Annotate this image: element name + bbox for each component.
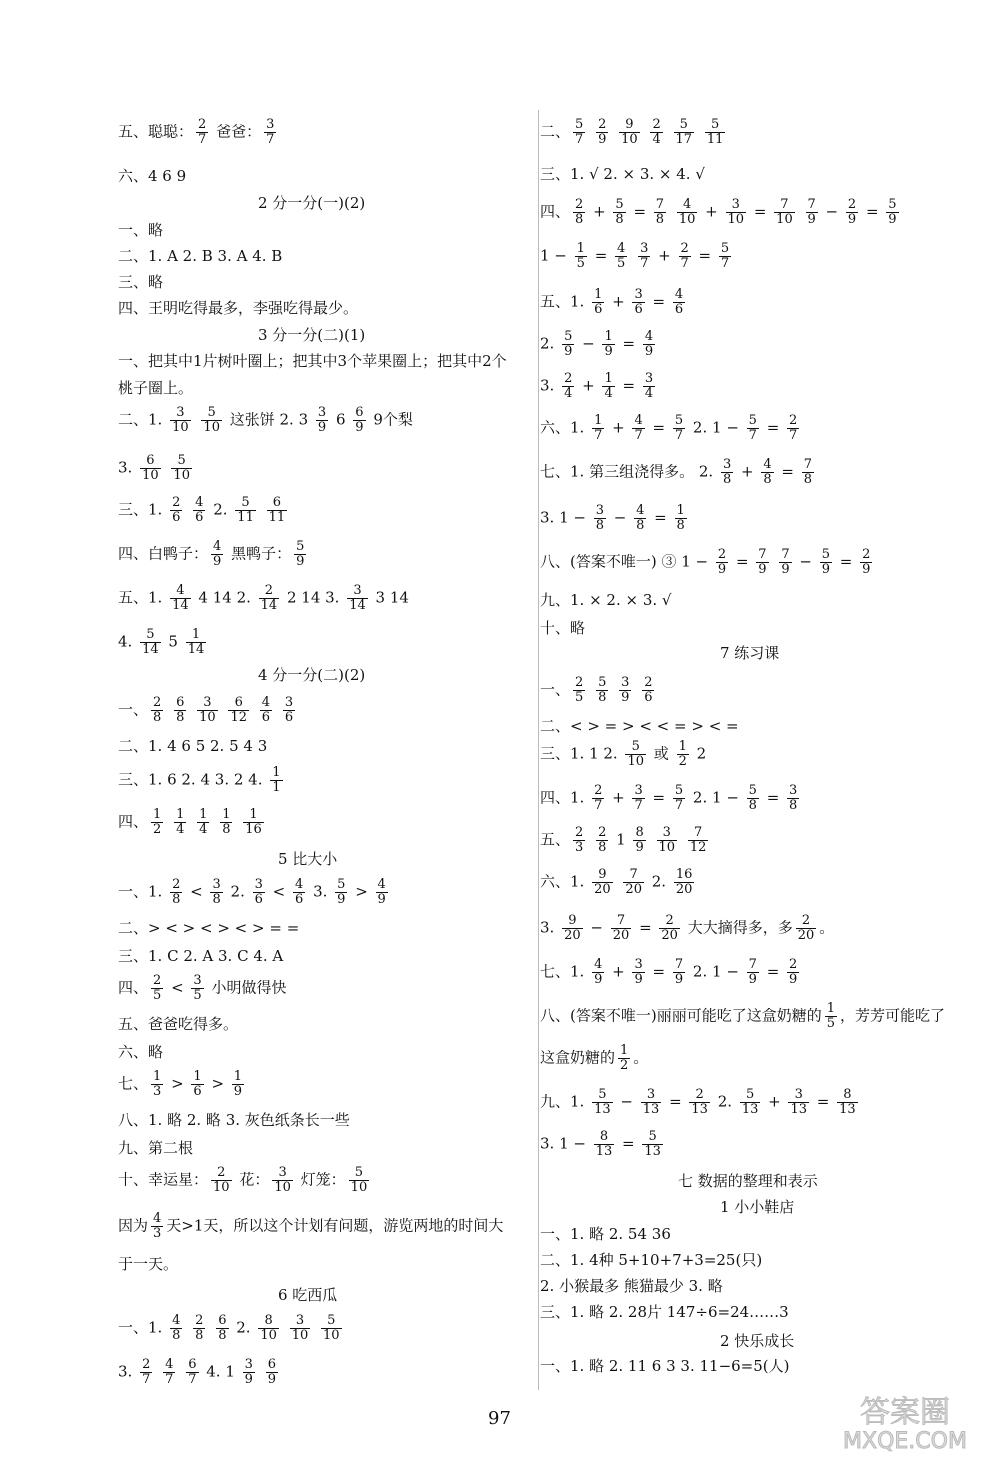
fraction: $\frac{8}{9}$ [635, 825, 644, 855]
fraction: $\frac{4}{8}$ [172, 1313, 181, 1343]
watermark-logo [825, 1392, 985, 1452]
fraction: $\frac{3}{14}$ [349, 583, 366, 613]
fraction: $\frac{5}{17}$ [675, 117, 693, 147]
fraction: $\frac{7}{9}$ [807, 197, 816, 227]
section-title: 6 吃西瓜 [278, 1286, 338, 1304]
answer-line: 三、1. 6 2. 4 3. 2 4. $\frac{1}{1}$ [118, 765, 281, 795]
section-title: 1 小小鞋店 [720, 1198, 795, 1216]
fraction: $\frac{4}{6}$ [295, 877, 304, 907]
fraction: $\frac{2}{4}$ [564, 371, 573, 401]
fraction: $\frac{3}{8}$ [722, 457, 732, 487]
fraction: $\frac{4}{5}$ [617, 241, 626, 271]
fraction: $\frac{2}{7}$ [789, 413, 798, 443]
answer-line: 一、 $\frac{2}{5}$ $\frac{5}{8}$ $\frac{3}{9}$ $\frac{2}{6}$ [540, 675, 653, 705]
page-number: 97 [488, 1408, 511, 1429]
answer-line: 二、1. A 2. B 3. A 4. B [118, 247, 283, 265]
answer-line: 九、1. $\frac{5}{13}$ − $\frac{3}{13}$ = $\frac{2}{13}$ 2. $\frac{5}{13}$ + $\frac{3}{13}$ = $\frac{8}{13}$ [540, 1087, 856, 1117]
fraction: $\frac{3}{5}$ [193, 973, 202, 1003]
fraction: $\frac{4}{9}$ [644, 329, 654, 359]
fraction: $\frac{4}{6}$ [195, 495, 204, 525]
answer-line: 六、1. $\frac{9}{20}$ $\frac{7}{20}$ 2. $\frac{16}{20}$ [540, 867, 693, 897]
fraction: $\frac{5}{10}$ [203, 405, 220, 435]
answer-line: 六、1. $\frac{1}{7}$ + $\frac{4}{7}$ = $\frac{5}{7}$ 2. 1 − $\frac{5}{7}$ = $\frac{2}{7}$ [540, 413, 798, 443]
answer-line: 四、 $\frac{2}{5}$ < $\frac{3}{5}$ 小明做得快 [118, 973, 287, 1003]
answer-line: 二、1. 4 6 5 2. 5 4 3 [118, 737, 268, 755]
answer-line: 桃子圈上。 [118, 379, 194, 397]
fraction: $\frac{4}{9}$ [377, 877, 386, 907]
fraction: $\frac{2}{3}$ [575, 825, 584, 855]
section-title: 2 分一分(一)(2) [258, 194, 366, 212]
fraction: $\frac{2}{4}$ [652, 117, 661, 147]
fraction: $\frac{3}{9}$ [244, 1357, 253, 1387]
fraction: $\frac{3}{10}$ [274, 1165, 291, 1195]
fraction: $\frac{1}{8}$ [222, 807, 231, 837]
answer-line: 二、 $\frac{5}{7}$ $\frac{2}{9}$ $\frac{9}{10}$ $\frac{2}{4}$ $\frac{5}{17}$ $\frac{5}{11}$ [540, 117, 724, 147]
fraction: $\frac{2}{13}$ [691, 1087, 708, 1117]
fraction: $\frac{1}{1}$ [272, 765, 281, 795]
watermark-bottom: MXQE.COM [843, 1429, 967, 1452]
answer-line: 三、1. C 2. A 3. C 4. A [118, 947, 284, 965]
fraction: $\frac{3}{4}$ [644, 371, 654, 401]
answer-line: 三、1. $\frac{2}{6}$ $\frac{4}{6}$ 2. $\frac{5}{11}$ $\frac{6}{11}$ [118, 495, 286, 525]
fraction: $\frac{2}{8}$ [575, 197, 584, 227]
fraction: $\frac{4}{10}$ [678, 197, 696, 227]
fraction: $\frac{1}{9}$ [233, 1069, 243, 1099]
fraction: $\frac{9}{20}$ [564, 913, 581, 943]
fraction: $\frac{3}{9}$ [621, 675, 630, 705]
fraction: $\frac{2}{9}$ [862, 547, 871, 577]
answer-line: 一、1. $\frac{2}{8}$ < $\frac{3}{8}$ 2. $\frac{3}{6}$ < $\frac{4}{6}$ 3. $\frac{5}{9}$ > $\frac{4}{9}$ [118, 877, 386, 907]
fraction: $\frac{3}{10}$ [172, 405, 189, 435]
fraction: $\frac{2}{7}$ [198, 117, 207, 147]
answer-line: 3. $\frac{6}{10}$ $\frac{5}{10}$ [118, 453, 190, 483]
fraction: $\frac{5}{14}$ [142, 627, 159, 657]
answer-line: 一、略 [118, 221, 164, 239]
fraction: $\frac{6}{8}$ [218, 1313, 227, 1343]
fraction: $\frac{2}{7}$ [142, 1357, 151, 1387]
fraction: $\frac{1}{7}$ [594, 413, 603, 443]
answer-line: 4. $\frac{5}{14}$ 5 $\frac{1}{14}$ [118, 627, 205, 657]
fraction: $\frac{2}{6}$ [644, 675, 653, 705]
fraction: $\frac{3}{6}$ [254, 877, 263, 907]
fraction: $\frac{5}{10}$ [627, 739, 645, 769]
answer-line: 六、略 [118, 1043, 164, 1061]
fraction: $\frac{4}{3}$ [153, 1211, 162, 1241]
answer-line: 五、爸爸吃得多。 [118, 1015, 239, 1033]
fraction: $\frac{5}{9}$ [564, 329, 573, 359]
answer-line: 二、< > = > < < = > < = [540, 717, 739, 735]
fraction: $\frac{5}{10}$ [173, 453, 190, 483]
fraction: $\frac{5}{13}$ [644, 1129, 661, 1159]
answer-line: 3. 1 − $\frac{3}{8}$ − $\frac{4}{8}$ = $\frac{1}{8}$ [540, 503, 685, 533]
answer-line: 一、1. 略 2. 54 36 [540, 1225, 671, 1243]
fraction: $\frac{4}{9}$ [213, 539, 222, 569]
fraction: $\frac{5}{9}$ [821, 547, 831, 577]
fraction: $\frac{7}{8}$ [803, 457, 812, 487]
section-title: 七 数据的整理和表示 [678, 1172, 818, 1190]
answer-line: 七、 $\frac{1}{3}$ > $\frac{1}{6}$ > $\frac{1}{9}$ [118, 1069, 243, 1099]
fraction: $\frac{1}{4}$ [604, 371, 613, 401]
answer-line: 十、略 [540, 619, 586, 637]
fraction: $\frac{1}{9}$ [604, 329, 613, 359]
answer-line: 八、(答案不唯一)丽丽可能吃了这盒奶糖的 $\frac{1}{5}$ ，芳芳可能吃了 [540, 1001, 946, 1031]
answer-line: 二、1. 4种 5+10+7+3=25(只) [540, 1251, 763, 1269]
answer-line: 四、王明吃得最多，李强吃得最少。 [118, 299, 359, 317]
fraction: $\frac{7}{9}$ [674, 957, 684, 987]
fraction: $\frac{2}{10}$ [213, 1165, 230, 1195]
fraction: $\frac{4}{7}$ [634, 413, 643, 443]
fraction: $\frac{6}{12}$ [230, 695, 248, 725]
fraction: $\frac{3}{10}$ [199, 695, 216, 725]
fraction: $\frac{5}{9}$ [337, 877, 346, 907]
fraction: $\frac{2}{5}$ [153, 973, 162, 1003]
fraction: $\frac{6}{9}$ [267, 1357, 277, 1387]
fraction: $\frac{4}{6}$ [261, 695, 271, 725]
fraction: $\frac{1}{4}$ [199, 807, 208, 837]
answer-line: 一、 $\frac{2}{8}$ $\frac{6}{8}$ $\frac{3}{10}$ $\frac{6}{12}$ $\frac{4}{6}$ $\frac{3}{6}$ [118, 695, 294, 725]
answer-line: 三、略 [118, 273, 164, 291]
fraction: $\frac{9}{20}$ [594, 867, 611, 897]
answer-line: 2. 小猴最多 熊猫最少 3. 略 [540, 1277, 723, 1295]
answer-line: 3. $\frac{2}{7}$ $\frac{4}{7}$ $\frac{6}{7}$ 4. 1 $\frac{3}{9}$ $\frac{6}{9}$ [118, 1357, 277, 1387]
watermark-top: 答案圈 [860, 1395, 950, 1430]
fraction: $\frac{3}{10}$ [291, 1313, 309, 1343]
fraction: $\frac{1}{6}$ [594, 287, 603, 317]
fraction: $\frac{8}{10}$ [260, 1313, 277, 1343]
fraction: $\frac{3}{13}$ [790, 1087, 808, 1117]
fraction: $\frac{2}{20}$ [661, 913, 678, 943]
fraction: $\frac{3}{8}$ [789, 783, 798, 813]
fraction: $\frac{5}{8}$ [615, 197, 624, 227]
fraction: $\frac{6}{8}$ [176, 695, 185, 725]
fraction: $\frac{1}{3}$ [153, 1069, 162, 1099]
answer-line: 三、1. 1 2. $\frac{5}{10}$ 或 $\frac{1}{2}$ 2 [540, 739, 707, 769]
fraction: $\frac{3}{9}$ [317, 405, 327, 435]
fraction: $\frac{7}{9}$ [758, 547, 767, 577]
fraction: $\frac{5}{8}$ [748, 783, 757, 813]
fraction: $\frac{2}{8}$ [153, 695, 162, 725]
answer-line: 四、 $\frac{1}{2}$ $\frac{1}{4}$ $\frac{1}{4}$ $\frac{1}{8}$ $\frac{1}{16}$ [118, 807, 262, 837]
fraction: $\frac{1}{16}$ [245, 807, 262, 837]
answer-line: 因为 $\frac{4}{3}$ 天>1天，所以这个计划有问题，游览两地的时间大 [118, 1211, 504, 1241]
answer-line: 五、聪聪： $\frac{2}{7}$ 爸爸： $\frac{3}{7}$ [118, 117, 275, 147]
column-divider [538, 110, 539, 1390]
fraction: $\frac{7}{12}$ [689, 825, 707, 855]
section-title: 2 快乐成长 [720, 1332, 795, 1350]
fraction: $\frac{4}{8}$ [763, 457, 772, 487]
answer-line: 八、(答案不唯一) ③ 1 − $\frac{2}{9}$ = $\frac{7}{9}$ $\frac{7}{9}$ − $\frac{5}{9}$ = $\frac{2}{9}$ [540, 547, 871, 577]
answer-line: 3. $\frac{2}{4}$ + $\frac{1}{4}$ = $\frac{3}{4}$ [540, 371, 654, 401]
fraction: $\frac{1}{6}$ [193, 1069, 202, 1099]
section-title: 7 练习课 [720, 644, 780, 662]
answer-line: 九、第二根 [118, 1139, 194, 1157]
fraction: $\frac{3}{13}$ [642, 1087, 660, 1117]
fraction: $\frac{6}{10}$ [142, 453, 159, 483]
fraction: $\frac{1}{2}$ [153, 807, 162, 837]
answer-line: 3. 1 − $\frac{8}{13}$ = $\frac{5}{13}$ [540, 1129, 661, 1159]
answer-line: 3. $\frac{9}{20}$ − $\frac{7}{20}$ = $\frac{2}{20}$ 大大摘得多，多 $\frac{2}{20}$ 。 [540, 913, 835, 943]
fraction: $\frac{4}{8}$ [636, 503, 645, 533]
fraction: $\frac{1}{14}$ [187, 627, 205, 657]
answer-line: 十、幸运星： $\frac{2}{10}$ 花： $\frac{3}{10}$ 灯笼： $\frac{5}{10}$ [118, 1165, 368, 1195]
section-title: 4 分一分(二)(2) [258, 666, 366, 684]
answer-line: 四、1. $\frac{2}{7}$ + $\frac{3}{7}$ = $\frac{5}{7}$ 2. 1 − $\frac{5}{8}$ = $\frac{3}{8}$ [540, 783, 798, 813]
fraction: $\frac{2}{9}$ [717, 547, 727, 577]
fraction: $\frac{3}{7}$ [634, 783, 643, 813]
fraction: $\frac{3}{6}$ [634, 287, 643, 317]
fraction: $\frac{5}{7}$ [575, 117, 584, 147]
fraction: $\frac{16}{20}$ [675, 867, 693, 897]
fraction: $\frac{4}{9}$ [594, 957, 603, 987]
fraction: $\frac{3}{9}$ [634, 957, 643, 987]
answer-line: 二、1. $\frac{3}{10}$ $\frac{5}{10}$ 这张饼 2. 3 $\frac{3}{9}$ 6 $\frac{6}{9}$ 9个梨 [118, 405, 413, 435]
fraction: $\frac{1}{2}$ [620, 1043, 629, 1073]
fraction: $\frac{7}{8}$ [655, 197, 665, 227]
answer-line: 二、> < > < > < > = = [118, 919, 300, 937]
fraction: $\frac{3}{10}$ [727, 197, 745, 227]
fraction: $\frac{2}{7}$ [680, 241, 689, 271]
fraction: $\frac{2}{9}$ [847, 197, 857, 227]
answer-line: 七、1. $\frac{4}{9}$ + $\frac{3}{9}$ = $\frac{7}{9}$ 2. 1 − $\frac{7}{9}$ = $\frac{2}{9}$ [540, 957, 798, 987]
fraction: $\frac{5}{9}$ [296, 539, 305, 569]
fraction: $\frac{7}{9}$ [781, 547, 790, 577]
fraction: $\frac{2}{6}$ [172, 495, 181, 525]
fraction: $\frac{1}{8}$ [676, 503, 685, 533]
fraction: $\frac{9}{10}$ [621, 117, 638, 147]
answer-line: 1 − $\frac{1}{5}$ = $\frac{4}{5}$ $\frac{3}{7}$ + $\frac{2}{7}$ = $\frac{5}{7}$ [540, 241, 730, 271]
fraction: $\frac{7}{9}$ [748, 957, 757, 987]
fraction: $\frac{5}{13}$ [594, 1087, 611, 1117]
fraction: $\frac{5}{7}$ [674, 413, 684, 443]
fraction: $\frac{3}{7}$ [266, 117, 275, 147]
fraction: $\frac{7}{20}$ [612, 913, 630, 943]
fraction: $\frac{2}{8}$ [172, 877, 181, 907]
answer-line: 三、1. √ 2. × 3. × 4. √ [540, 165, 705, 183]
fraction: $\frac{5}{7}$ [674, 783, 684, 813]
section-title: 3 分一分(二)(1) [258, 326, 366, 344]
fraction: $\frac{5}{13}$ [741, 1087, 759, 1117]
answer-line: 于一天。 [118, 1255, 179, 1273]
fraction: $\frac{5}{11}$ [706, 117, 724, 147]
fraction: $\frac{2}{7}$ [594, 783, 603, 813]
answer-line: 一、1. $\frac{4}{8}$ $\frac{2}{8}$ $\frac{6}{8}$ 2. $\frac{8}{10}$ $\frac{3}{10}$ $\frac{5}{10}$ [118, 1313, 340, 1343]
fraction: $\frac{5}{11}$ [237, 495, 254, 525]
fraction: $\frac{8}{13}$ [595, 1129, 613, 1159]
fraction: $\frac{5}{10}$ [323, 1313, 340, 1343]
answer-line: 四、白鸭子： $\frac{4}{9}$ 黑鸭子： $\frac{5}{9}$ [118, 539, 305, 569]
fraction: $\frac{5}{7}$ [720, 241, 730, 271]
fraction: $\frac{7}{10}$ [776, 197, 793, 227]
fraction: $\frac{6}{9}$ [355, 405, 364, 435]
answer-line: 五、1. $\frac{4}{14}$ 4 14 2. $\frac{2}{14}$ 2 14 3. $\frac{3}{14}$ 3 14 [118, 583, 409, 613]
fraction: $\frac{2}{8}$ [195, 1313, 204, 1343]
answer-line: 一、1. 略 2. 11 6 3 3. 11−6=5(人) [540, 1357, 790, 1375]
answer-line: 七、1. 第三组浇得多。 2. $\frac{3}{8}$ + $\frac{4}{8}$ = $\frac{7}{8}$ [540, 457, 812, 487]
fraction: $\frac{5}{8}$ [598, 675, 607, 705]
fraction: $\frac{1}{2}$ [678, 739, 687, 769]
fraction: $\frac{2}{8}$ [598, 825, 607, 855]
answer-line: 三、1. 略 2. 28片 147÷6=24……3 [540, 1303, 789, 1321]
fraction: $\frac{5}{7}$ [748, 413, 757, 443]
fraction: $\frac{5}{10}$ [350, 1165, 368, 1195]
fraction: $\frac{3}{10}$ [658, 825, 676, 855]
fraction: $\frac{3}{8}$ [595, 503, 605, 533]
answer-line: 这盒奶糖的 $\frac{1}{2}$ 。 [540, 1043, 649, 1073]
fraction: $\frac{4}{6}$ [674, 287, 684, 317]
fraction: $\frac{2}{20}$ [797, 913, 815, 943]
fraction: $\frac{5}{9}$ [888, 197, 897, 227]
answer-line: 一、把其中1片树叶圈上；把其中3个苹果圈上；把其中2个 [118, 352, 507, 370]
fraction: $\frac{1}{4}$ [176, 807, 185, 837]
fraction: $\frac{1}{5}$ [576, 241, 585, 271]
answer-line: 2. $\frac{5}{9}$ − $\frac{1}{9}$ = $\frac{4}{9}$ [540, 329, 654, 359]
fraction: $\frac{6}{7}$ [188, 1357, 197, 1387]
fraction: $\frac{8}{13}$ [839, 1087, 856, 1117]
fraction: $\frac{3}{8}$ [212, 877, 221, 907]
fraction: $\frac{4}{14}$ [172, 583, 189, 613]
fraction: $\frac{2}{9}$ [598, 117, 607, 147]
answer-line: 五、1. $\frac{1}{6}$ + $\frac{3}{6}$ = $\frac{4}{6}$ [540, 287, 684, 317]
answer-line: 六、4 6 9 [118, 167, 187, 185]
answer-line: 八、1. 略 2. 略 3. 灰色纸条长一些 [118, 1111, 350, 1129]
answer-line: 九、1. × 2. × 3. √ [540, 591, 672, 609]
fraction: $\frac{2}{14}$ [260, 583, 278, 613]
fraction: $\frac{3}{7}$ [640, 241, 649, 271]
answer-line: 四、 $\frac{2}{8}$ + $\frac{5}{8}$ = $\frac{7}{8}$ $\frac{4}{10}$ + $\frac{3}{10}$ = $\frac{7}{10}$ $\frac{7}{9}$ − $\frac{2}{9}$ = $\frac{5}{9}$ [540, 197, 897, 227]
section-title: 5 比大小 [278, 850, 338, 868]
fraction: $\frac{1}{5}$ [826, 1001, 835, 1031]
fraction: $\frac{4}{7}$ [165, 1357, 174, 1387]
fraction: $\frac{3}{6}$ [284, 695, 294, 725]
fraction: $\frac{6}{11}$ [268, 495, 286, 525]
answer-line: 五、 $\frac{2}{3}$ $\frac{2}{8}$ 1 $\frac{8}{9}$ $\frac{3}{10}$ $\frac{7}{12}$ [540, 825, 707, 855]
fraction: $\frac{2}{9}$ [789, 957, 798, 987]
fraction: $\frac{2}{5}$ [575, 675, 584, 705]
fraction: $\frac{7}{20}$ [625, 867, 642, 897]
